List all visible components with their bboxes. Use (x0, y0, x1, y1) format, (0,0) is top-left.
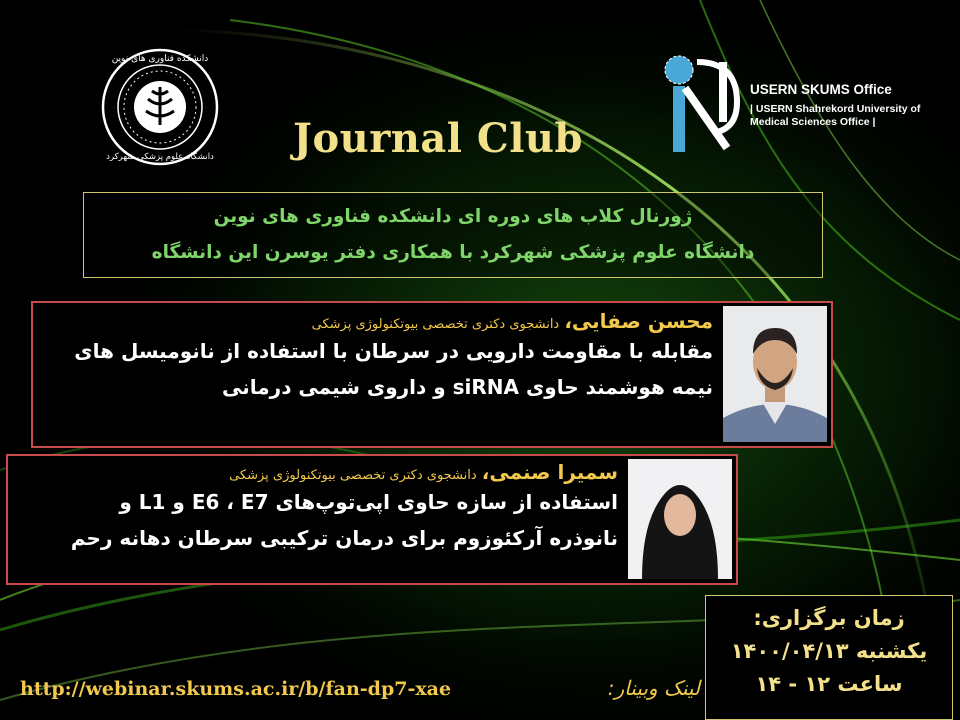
page-title: Journal Club (293, 115, 583, 162)
webinar-link-row (20, 676, 700, 710)
speaker-text-2 (18, 460, 618, 556)
speaker-role-2: دانشجوی دکتری تخصصی بیوتکنولوژی پزشکی (229, 468, 477, 483)
speaker-topic-2-line-1: استفاده از سازه حاوی اپی‌توپ‌های E6 ، E7 و L1 و (119, 490, 618, 514)
usern-office-label (750, 82, 930, 129)
usern-subtitle-1: | USERN Shahrekord University of (750, 103, 921, 115)
schedule-date: یکشنبه ۱۴۰۰/۰۴/۱۳ (730, 639, 928, 663)
svg-text:دانشگاه علوم پزشکی شهرکرد: دانشگاه علوم پزشکی شهرکرد (106, 152, 214, 162)
speaker-topic-1-line-2: نیمه هوشمند حاوی siRNA و داروی شیمی درمانی (222, 375, 713, 399)
speaker-photo-1 (723, 306, 827, 442)
speaker-name-2: سمیرا صنمی، (481, 460, 618, 484)
svg-text:دانشکده فناوری های نوین: دانشکده فناوری های نوین (111, 54, 209, 64)
speaker-card-2 (6, 454, 738, 585)
speaker-name-1: محسن صفایی، (564, 309, 713, 333)
schedule-box (705, 595, 953, 720)
speaker-card-1 (31, 301, 833, 448)
webinar-url-link[interactable]: http://webinar.skums.ac.ir/b/fan-dp7-xae (20, 678, 452, 700)
usern-subtitle-2: Medical Sciences Office | (750, 116, 876, 128)
usern-logo (657, 52, 747, 162)
intro-line-1: ژورنال کلاب های دوره ای دانشکده فناوری های نوین (213, 206, 693, 227)
school-logo (100, 47, 220, 167)
schedule-label: زمان برگزاری: (753, 606, 905, 630)
intro-box (83, 192, 823, 278)
intro-line-2: دانشگاه علوم پزشکی شهرکرد با همکاری دفتر یوسرن این دانشگاه (151, 242, 755, 263)
speaker-role-1: دانشجوی دکتری تخصصی بیوتکنولوژی پزشکی (311, 317, 560, 332)
speaker-photo-2 (628, 459, 732, 579)
schedule-time: ساعت ۱۲ - ۱۴ (755, 672, 903, 696)
speaker-text-1 (43, 309, 713, 405)
webinar-link-label: لینک وبینار: (607, 676, 700, 700)
speaker-topic-2-line-2: نانوذره آرکئوزوم برای درمان ترکیبی سرطان دهانه رحم (70, 526, 618, 550)
usern-title: USERN SKUMS Office (750, 82, 892, 97)
speaker-topic-1-line-1: مقابله با مقاومت دارویی در سرطان با استفاده از نانومیسل های (74, 339, 713, 363)
